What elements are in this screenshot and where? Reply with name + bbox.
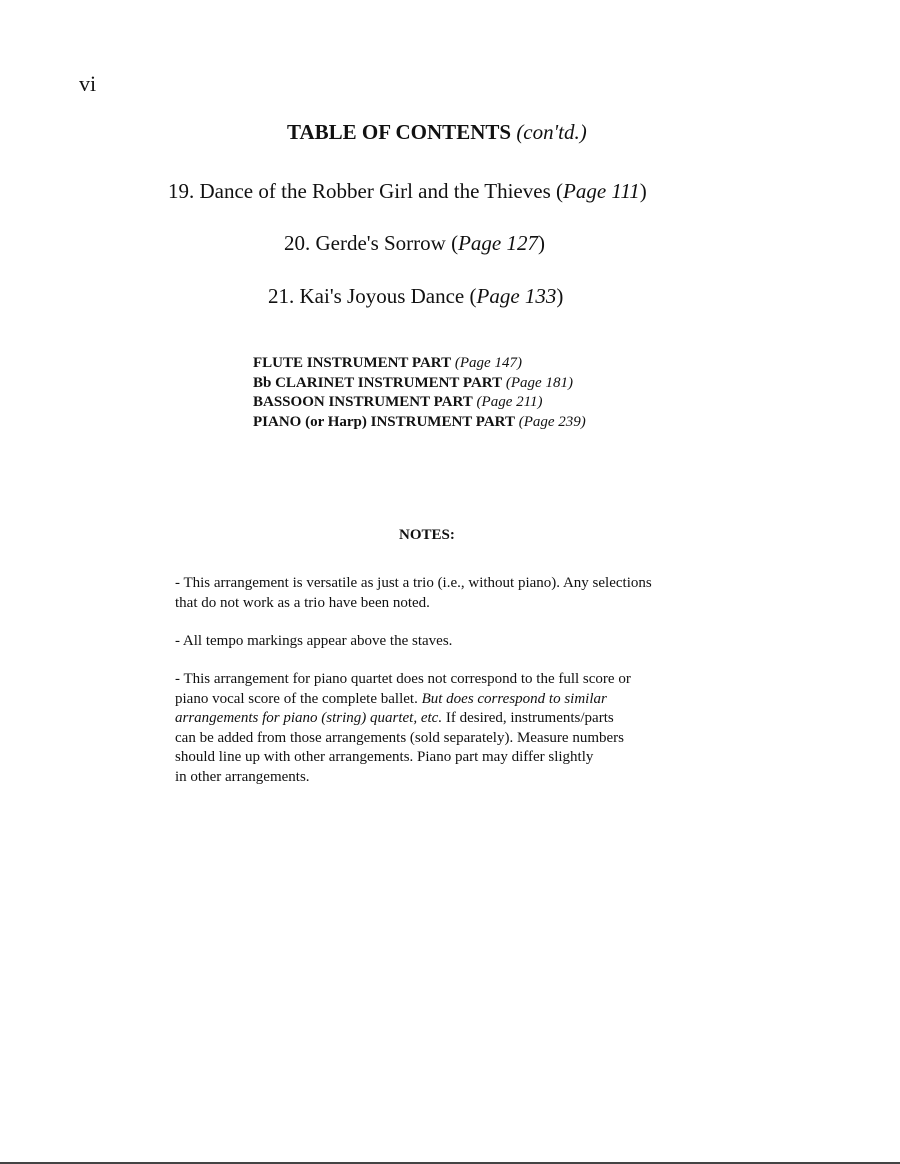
toc-entry-title: 19. Dance of the Robber Girl and the Thieves ( [168, 179, 563, 203]
toc-entry-close: ) [639, 179, 647, 203]
toc-entry-21 [268, 284, 563, 309]
note-line: can be added from those arrangements (sold separately). Measure numbers [175, 729, 624, 746]
note-2 [175, 632, 735, 652]
title-continued: (con'td.) [516, 120, 587, 144]
note-3 [175, 670, 735, 787]
part-row [253, 374, 586, 394]
note-text: If desired, instruments/parts [442, 710, 614, 726]
part-page: (Page 181) [505, 374, 573, 391]
note-line: should line up with other arrangements. Piano part may differ slightly [175, 749, 594, 765]
toc-entry-title: 20. Gerde's Sorrow ( [284, 231, 459, 255]
note-text: piano vocal score of the complete ballet. [175, 690, 422, 707]
page-number: vi [79, 71, 97, 96]
note-text-italic: arrangements for piano (string) quartet, etc. [175, 710, 443, 726]
toc-entry-title: 21. Kai's Joyous Dance ( [268, 284, 477, 308]
part-page: (Page 239) [518, 413, 586, 430]
toc-entry-20 [284, 231, 545, 256]
part-name: BASSOON INSTRUMENT PART [253, 394, 473, 410]
part-row [253, 393, 586, 413]
note-line: - This arrangement is versatile as just a trio (i.e., without piano). Any selections [175, 575, 652, 591]
part-name: Bb CLARINET INSTRUMENT PART [253, 374, 503, 391]
toc-entry-19 [168, 179, 647, 204]
note-line: that do not work as a trio have been noted. [175, 594, 430, 611]
note-1 [175, 574, 735, 613]
note-line: - All tempo markings appear above the staves. [175, 633, 453, 649]
note-line: - This arrangement for piano quartet does not correspond to the full score or [175, 671, 631, 687]
toc-entry-close: ) [538, 231, 545, 255]
note-line [175, 709, 735, 729]
page-title [287, 120, 587, 145]
note-text-italic: But does correspond to similar [421, 690, 607, 707]
toc-entry-page: Page 133 [476, 284, 557, 308]
note-line [175, 690, 735, 710]
title-text: TABLE OF CONTENTS [287, 120, 512, 144]
part-page: (Page 211) [476, 394, 543, 410]
instrument-parts-list [253, 354, 586, 432]
toc-entry-close: ) [556, 284, 564, 308]
toc-entry-page: Page 127 [458, 231, 538, 255]
part-row [253, 413, 586, 433]
part-page: (Page 147) [454, 355, 522, 371]
part-name: PIANO (or Harp) INSTRUMENT PART [253, 413, 515, 430]
part-name: FLUTE INSTRUMENT PART [253, 355, 452, 371]
part-row [253, 354, 586, 374]
note-line: in other arrangements. [175, 768, 310, 785]
notes-heading: NOTES: [399, 527, 455, 543]
toc-entry-page: Page 111 [563, 179, 640, 203]
